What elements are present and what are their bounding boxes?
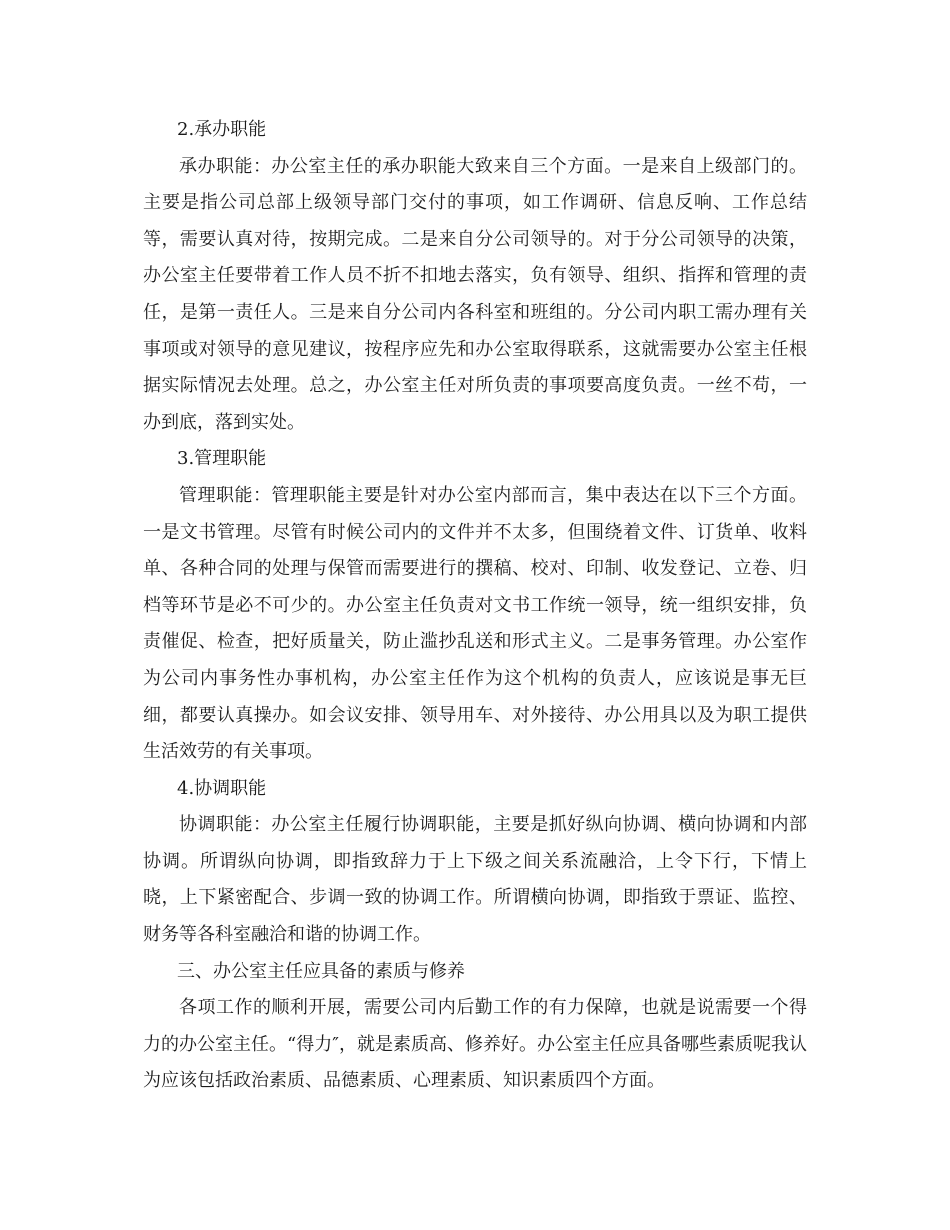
document-body <box>143 112 807 1100</box>
section-heading-coordination: 4.协调职能 <box>177 777 267 799</box>
section-heading-handling: 2.承办职能 <box>177 119 267 140</box>
section-paragraph-qualities: 各项工作的顺利开展，需要公司内后勤工作的有力保障，也就是说需要一个得力的办公室主任。“得力″，就是素质高、修养好。办公室主任应具备哪些素质呢我认为应该包括政治素质、品德素质、心理素质、知识素质四个方面。 <box>143 997 807 1092</box>
section-heading-qualities: 三、办公室主任应具备的素质与修养 <box>177 960 465 982</box>
section-heading-management: 3.管理职能 <box>177 448 267 470</box>
section-paragraph-coordination: 协调职能：办公室主任履行协调职能，主要是抓好纵向协调、横向协调和内部协调。所谓纵向协调，即指致辞力于上下级之间关系流融洽，上令下行，下情上晓，上下紧密配合、步调一致的协调工作。所谓横向协调，即指致于票证、监控、财务等各科室融洽和谐的协调工作。 <box>143 814 807 946</box>
section-paragraph-handling: 承办职能：办公室主任的承办职能大致来自三个方面。一是来自上级部门的。主要是指公司总部上级领导部门交付的事项，如工作调研、信息反响、工作总结等，需要认真对待，按期完成。二是来自分公司领导的。对于分公司领导的决策，办公室主任要带着工作人员不折不扣地去落实，负有领导、组织、指挥和管理的责任，是第一责任人。三是来自分公司内各科室和班组的。分公司内职工需办理有关事项或对领导的意见建议，按程序应先和办公室取得联系，这就需要办公室主任根据实际情况去处理。总之，办公室主任对所负责的事项要高度负责。一丝不苟，一办到底，落到实处。 <box>143 155 807 433</box>
section-paragraph-management: 管理职能：管理职能主要是针对办公室内部而言，集中表达在以下三个方面。一是文书管理。尽管有时候公司内的文件并不太多，但围绕着文件、订货单、收料单、各种合同的处理与保管而需要进行的撰稿、校对、印制、收发登记、立卷、归档等环节是必不可少的。办公室主任负责对文书工作统一领导，统一组织安排，负责催促、检查，把好质量关，防止滥抄乱送和形式主义。二是事务管理。办公室作为公司内事务性办事机构，办公室主任作为这个机构的负责人，应该说是事无巨细，都要认真操办。如会议安排、领导用车、对外接待、办公用具以及为职工提供生活效劳的有关事项。 <box>143 484 807 763</box>
